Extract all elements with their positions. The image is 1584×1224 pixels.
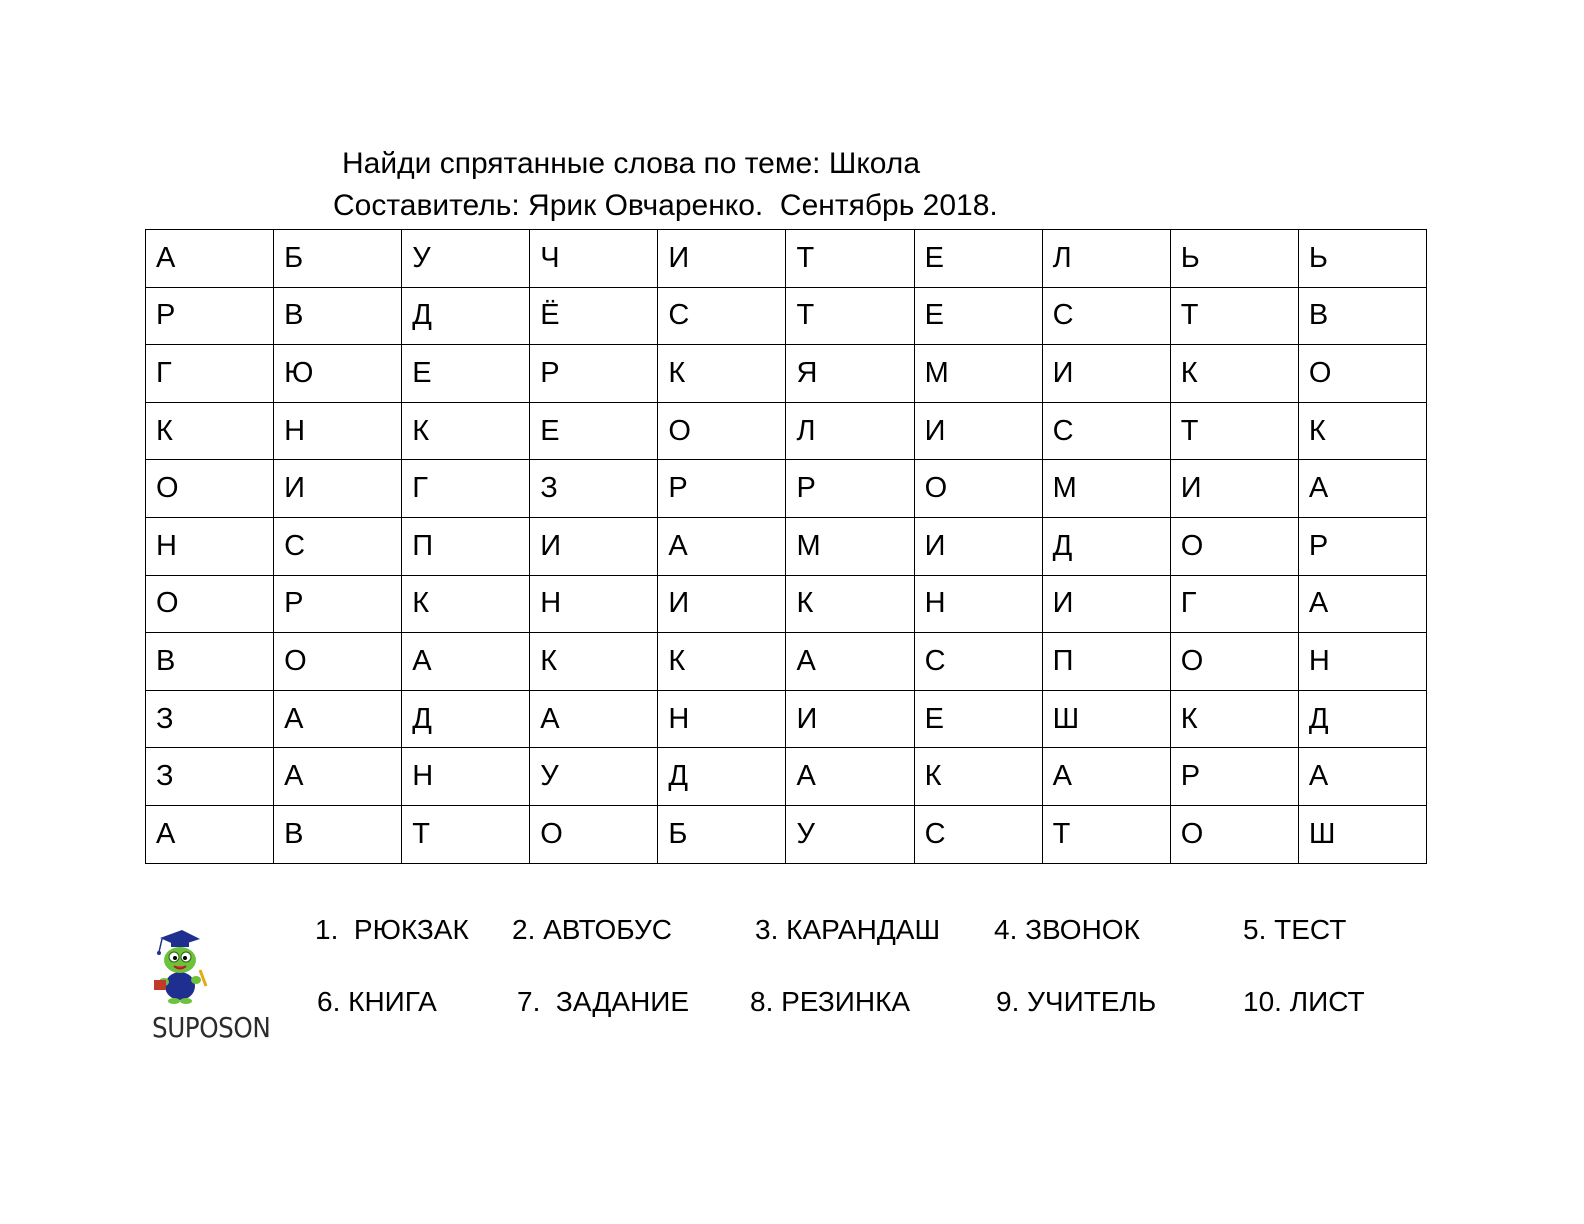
grid-cell: К (402, 402, 530, 460)
grid-cell: А (658, 517, 786, 575)
grid-cell: С (274, 517, 402, 575)
grid-cell: Е (530, 402, 658, 460)
grid-cell: Д (658, 748, 786, 806)
grid-cell: С (658, 287, 786, 345)
grid-cell: К (658, 345, 786, 403)
grid-cell: Н (146, 517, 274, 575)
grid-cell: О (274, 633, 402, 691)
grid-cell: З (530, 460, 658, 518)
grid-cell: Т (786, 287, 914, 345)
grid-cell: Н (530, 575, 658, 633)
grid-row (146, 748, 1427, 806)
grid-row (146, 460, 1427, 518)
grid-row (146, 517, 1427, 575)
grid-cell: У (786, 805, 914, 863)
grid-cell: А (1298, 575, 1426, 633)
grid-cell: М (786, 517, 914, 575)
grid-cell: Н (914, 575, 1042, 633)
grid-cell: Р (1170, 748, 1298, 806)
grid-cell: А (530, 690, 658, 748)
grid-cell: О (1170, 517, 1298, 575)
grid-cell: Е (914, 690, 1042, 748)
grid-cell: К (402, 575, 530, 633)
word-item: 3. КАРАНДАШ (755, 914, 941, 945)
grid-cell: В (146, 633, 274, 691)
grid-row (146, 287, 1427, 345)
logo-wordmark: SUPOSON (152, 1011, 271, 1044)
grid-cell: К (146, 402, 274, 460)
grid-cell: Р (530, 345, 658, 403)
grid-cell: И (530, 517, 658, 575)
grid-cell: Д (402, 287, 530, 345)
grid-cell: К (658, 633, 786, 691)
grid-cell: С (914, 633, 1042, 691)
grid-cell: М (914, 345, 1042, 403)
grid-cell: К (914, 748, 1042, 806)
grid-cell: Б (658, 805, 786, 863)
word-item: 6. КНИГА (317, 986, 437, 1017)
grid-cell: О (146, 575, 274, 633)
grid-cell: Н (274, 402, 402, 460)
grid-cell: А (1298, 748, 1426, 806)
grid-cell: Д (1042, 517, 1170, 575)
grid-cell: Г (146, 345, 274, 403)
grid-cell: О (1298, 345, 1426, 403)
grid-cell: Ш (1298, 805, 1426, 863)
grid-cell: Р (1298, 517, 1426, 575)
grid-cell: Е (914, 230, 1042, 288)
grid-cell: Т (1170, 402, 1298, 460)
grid-cell: И (658, 575, 786, 633)
grid-cell: Ь (1170, 230, 1298, 288)
word-item: 4. ЗВОНОК (994, 914, 1140, 945)
grid-cell: З (146, 690, 274, 748)
grid-cell: Р (658, 460, 786, 518)
grid-cell: Ч (530, 230, 658, 288)
grid-cell: И (1042, 345, 1170, 403)
grid-cell: Д (402, 690, 530, 748)
grid-cell: Н (658, 690, 786, 748)
grid-cell: Н (1298, 633, 1426, 691)
grid-cell: Ь (1298, 230, 1426, 288)
grid-cell: Р (146, 287, 274, 345)
grid-cell: И (1170, 460, 1298, 518)
grid-cell: О (530, 805, 658, 863)
grid-cell: А (402, 633, 530, 691)
grid-cell: Ш (1042, 690, 1170, 748)
grid-row (146, 402, 1427, 460)
grid-cell: П (1042, 633, 1170, 691)
grid-cell: А (1298, 460, 1426, 518)
grid-row (146, 230, 1427, 288)
grid-cell: И (914, 517, 1042, 575)
word-item: 10. ЛИСТ (1243, 986, 1365, 1017)
grid-cell: Р (786, 460, 914, 518)
page-subtitle: Составитель: Ярик Овчаренко. Сентябрь 2018. (333, 189, 998, 222)
grid-cell: Т (1170, 287, 1298, 345)
word-item: 8. РЕЗИНКА (750, 986, 911, 1017)
word-item: 1. РЮКЗАК (315, 914, 469, 945)
grid-cell: Г (1170, 575, 1298, 633)
grid-cell: М (1042, 460, 1170, 518)
grid-cell: С (1042, 402, 1170, 460)
grid-cell: К (1170, 345, 1298, 403)
grid-cell: У (530, 748, 658, 806)
grid-cell: Т (402, 805, 530, 863)
grid-cell: К (1170, 690, 1298, 748)
grid-cell: В (1298, 287, 1426, 345)
grid-cell: И (914, 402, 1042, 460)
grid-cell: В (274, 805, 402, 863)
grid-cell: С (914, 805, 1042, 863)
grid-cell: К (530, 633, 658, 691)
word-item: 5. ТЕСТ (1243, 914, 1347, 945)
grid-cell: Е (914, 287, 1042, 345)
grid-cell: П (402, 517, 530, 575)
word-item: 2. АВТОБУС (512, 914, 672, 945)
grid-cell: К (786, 575, 914, 633)
grid-cell: О (658, 402, 786, 460)
grid-row (146, 633, 1427, 691)
grid-cell: А (274, 690, 402, 748)
grid-cell: О (914, 460, 1042, 518)
grid-cell: Т (1042, 805, 1170, 863)
grid-cell: Л (1042, 230, 1170, 288)
grid-cell: А (274, 748, 402, 806)
grid-row (146, 575, 1427, 633)
grid-cell: И (658, 230, 786, 288)
grid-cell: Д (1298, 690, 1426, 748)
grid-cell: Л (786, 402, 914, 460)
grid-cell: Г (402, 460, 530, 518)
grid-cell: О (1170, 805, 1298, 863)
grid-cell: О (1170, 633, 1298, 691)
grid-cell: З (146, 748, 274, 806)
grid-row (146, 805, 1427, 863)
word-item: 9. УЧИТЕЛЬ (996, 986, 1157, 1017)
grid-cell: У (402, 230, 530, 288)
grid-cell: С (1042, 287, 1170, 345)
grid-cell: А (1042, 748, 1170, 806)
grid-cell: И (786, 690, 914, 748)
grid-cell: О (146, 460, 274, 518)
grid-cell: Р (274, 575, 402, 633)
grid-cell: Ю (274, 345, 402, 403)
grid-cell: Б (274, 230, 402, 288)
word-search-grid (145, 229, 1427, 864)
grid-cell: И (1042, 575, 1170, 633)
grid-cell: Я (786, 345, 914, 403)
grid-cell: И (274, 460, 402, 518)
grid-cell: Е (402, 345, 530, 403)
word-item: 7. ЗАДАНИЕ (517, 986, 690, 1017)
page-title: Найди спрятанные слова по теме: Школа (342, 147, 920, 180)
grid-cell: Н (402, 748, 530, 806)
grid-cell: А (786, 633, 914, 691)
grid-cell: А (146, 805, 274, 863)
grid-cell: А (146, 230, 274, 288)
grid-cell: Т (786, 230, 914, 288)
grid-row (146, 690, 1427, 748)
grid-cell: К (1298, 402, 1426, 460)
grid-cell: Ё (530, 287, 658, 345)
grid-cell: А (786, 748, 914, 806)
grid-row (146, 345, 1427, 403)
grid-cell: В (274, 287, 402, 345)
